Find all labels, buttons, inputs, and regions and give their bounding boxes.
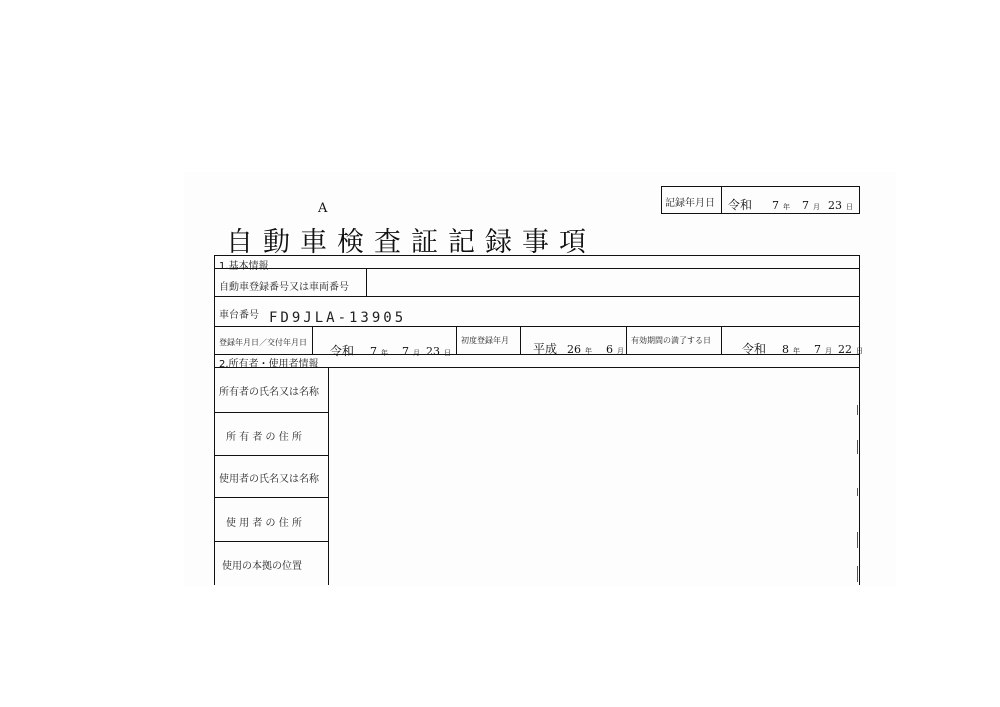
scan-edge-mark xyxy=(857,488,858,496)
registration-date-value: 令和 7 年 7 月 23 日 xyxy=(330,344,452,358)
first-registration-value: 平成 26 年 6 月 xyxy=(533,342,625,356)
expiry-date-label: 有効期間の満了する日 xyxy=(631,336,711,345)
document-title: 自動車検査証記録事項 xyxy=(226,227,596,258)
scan-edge-mark xyxy=(857,532,858,548)
base-location-label: 使用の本拠の位置 xyxy=(222,561,302,572)
user-address-label: 使 用 者 の 住 所 xyxy=(226,518,302,529)
main-table xyxy=(214,255,860,585)
user-name-label: 使用者の氏名又は名称 xyxy=(219,474,319,485)
record-date-value: 令和 7 年 7 月 23 日 xyxy=(728,198,854,212)
section2-heading: 2.所有者・使用者情報 xyxy=(219,359,319,370)
owner-name-label: 所有者の氏名又は名称 xyxy=(219,387,319,398)
document-mark: A xyxy=(318,201,328,216)
registration-number-label: 自動車登録番号又は車両番号 xyxy=(219,282,349,293)
registration-date-label: 登録年月日／交付年月日 xyxy=(219,338,307,347)
record-date-label: 記録年月日 xyxy=(665,198,715,209)
section1-heading: 1.基本情報 xyxy=(219,261,269,272)
owner-address-label: 所 有 者 の 住 所 xyxy=(226,432,302,443)
expiry-date-value: 令和 8 年 7 月 22 日 xyxy=(742,342,864,356)
chassis-number-value: FD9JLA-13905 xyxy=(269,310,407,326)
first-registration-label: 初度登録年月 xyxy=(461,336,509,345)
scan-edge-mark xyxy=(857,440,858,454)
scan-edge-mark xyxy=(857,566,858,582)
scan-edge-mark xyxy=(857,405,858,415)
chassis-number-label: 車台番号 xyxy=(219,310,259,321)
